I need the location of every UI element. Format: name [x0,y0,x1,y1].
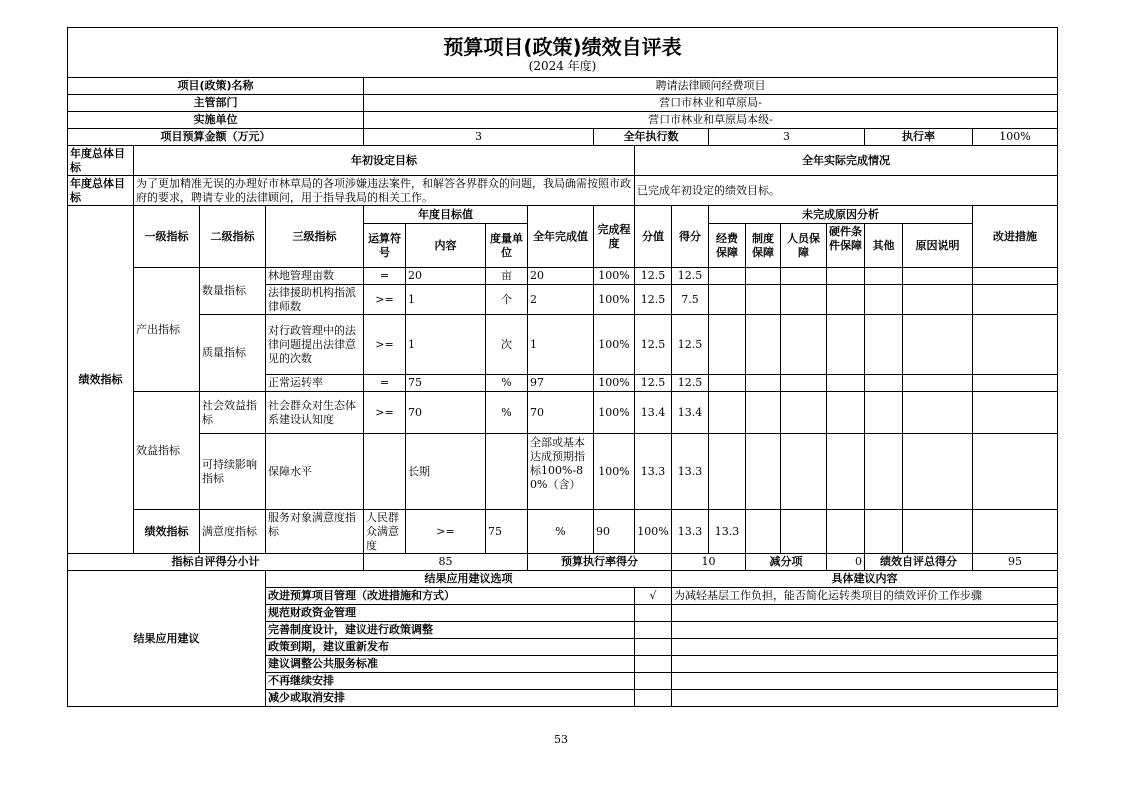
exec-label: 全年执行数 [594,129,709,146]
row3-empty [827,315,865,375]
dept-label: 主管部门 [68,95,364,112]
fiscal-year: (2024 年度) [528,58,597,73]
row5-pct: 100% [594,392,635,434]
row4-sv: 12.5 [635,375,672,392]
row1-empty [903,268,973,285]
result-detail-1: 为减轻基层工作负担，能否简化运转类项目的绩效评价工作步骤 [672,588,1058,605]
row2-empty [709,285,746,315]
row6-done-text: 全部或基本达成预期指标100%-80%（含） [530,435,585,491]
row4-pct: 100% [594,375,635,392]
result-detail-6 [672,673,1058,690]
row2-empty [865,285,903,315]
row2-empty [973,285,1058,315]
row4-empty [781,375,827,392]
row4-empty [903,375,973,392]
result-check-1: √ [635,588,672,605]
result-option-7: 减少或取消安排 [266,690,635,707]
unit-label: 实施单位 [68,112,364,129]
perf-indicator-label: 绩效指标 [68,206,134,554]
row4-sc: 12.5 [672,375,709,392]
result-detail-7 [672,690,1058,707]
row1-empty [709,268,746,285]
row2-pct: 100% [594,285,635,315]
exec-score-value: 10 [672,554,746,571]
row4-empty [746,375,781,392]
header-funding: 经费保障 [709,224,746,268]
row1-op: = [364,268,406,285]
result-check-2 [635,605,672,622]
project-name-label: 项目(政策)名称 [68,78,364,95]
title-cell [68,28,1058,78]
row2-done: 2 [528,285,594,315]
row5-empty [709,392,746,434]
row6-empty [827,434,865,510]
quantity-indicator-label: 数量指标 [200,268,266,315]
row7-empty [973,510,1058,554]
row5-l3: 社会群众对生态体系建设认知度 [266,392,364,434]
row7-sc: 13.3 [709,510,746,554]
header-annual-target: 年度目标值 [364,206,528,224]
row5-empty [827,392,865,434]
budget-label: 项目预算金额（万元） [68,129,364,146]
row1-sc: 12.5 [672,268,709,285]
row5-op: >= [364,392,406,434]
subtotal-label: 指标自评得分小计 [68,554,364,571]
row2-unit: 个 [486,285,528,315]
output-indicator-label: 产出指标 [134,268,200,392]
goal-row-label [68,146,134,176]
header-score-value: 分值 [635,206,672,268]
row7-empty [865,510,903,554]
actual-result-text: 已完成年初设定的绩效目标。 [635,176,1058,206]
service-indicator-label [266,510,364,554]
page-number: 53 [554,733,568,746]
initial-goal-text-body: 为了更加精准无误的办理好市林草局的各项涉嫌违法案件，和解答各界群众的问题，我局确需按照市政府的要求，聘请专业的法律顾问，用于指导我局的相关工作。 [136,176,631,204]
subtotal-value: 85 [364,554,528,571]
results-detail-header: 具体建议内容 [672,571,1058,588]
row7-pct: 100% [635,510,672,554]
initial-goal-header: 年初设定目标 [134,146,635,176]
header-hardware [827,224,865,268]
row1-done: 20 [528,268,594,285]
row7-empty [746,510,781,554]
row3-l3: 对行政管理中的法律问题提出法律意见的次数 [266,315,364,375]
row3-pct: 100% [594,315,635,375]
header-operator: 运算符号 [364,224,406,268]
header-content: 内容 [406,224,486,268]
row6-empty [746,434,781,510]
row5-empty [973,392,1058,434]
result-detail-2 [672,605,1058,622]
result-check-4 [635,639,672,656]
header-completed: 全年完成值 [528,206,594,268]
result-check-6 [635,673,672,690]
row7-empty [827,510,865,554]
perf-indicator-label-2: 绩效指标 [134,510,200,554]
quality-indicator-label: 质量指标 [200,315,266,392]
row1-sv: 12.5 [635,268,672,285]
row2-sv: 12.5 [635,285,672,315]
result-option-5: 建议调整公共服务标准 [266,656,635,673]
row6-op [364,434,406,510]
initial-goal-text [134,176,635,206]
header-score: 得分 [672,206,709,268]
result-detail-5 [672,656,1058,673]
row7-content: 75 [486,510,528,554]
row1-l3: 林地管理亩数 [266,268,364,285]
row5-empty [865,392,903,434]
result-option-2: 规范财政资金管理 [266,605,635,622]
header-completion: 完成程度 [594,206,635,268]
budget-value: 3 [364,129,594,146]
row4-empty [865,375,903,392]
row1-empty [973,268,1058,285]
row1-pct: 100% [594,268,635,285]
row6-l3: 保障水平 [266,434,364,510]
row6-empty [709,434,746,510]
row2-content: 1 [406,285,486,315]
total-label: 绩效自评总得分 [865,554,973,571]
row2-empty [827,285,865,315]
row6-pct: 100% [594,434,635,510]
header-improve: 改进措施 [973,206,1058,268]
row6-done [528,434,594,510]
result-option-3: 完善制度设计，建议进行政策调整 [266,622,635,639]
row3-unit: 次 [486,315,528,375]
row4-empty [709,375,746,392]
row6-empty [865,434,903,510]
results-options-header: 结果应用建议选项 [266,571,672,588]
page-title: 预算项目(政策)绩效自评表 [443,34,682,59]
row4-done: 97 [528,375,594,392]
row5-sv: 13.4 [635,392,672,434]
row7-unit: % [528,510,594,554]
row2-op: >= [364,285,406,315]
row6-sc: 13.3 [672,434,709,510]
row4-l3: 正常运转率 [266,375,364,392]
row6-empty [973,434,1058,510]
row5-done: 70 [528,392,594,434]
row1-empty [827,268,865,285]
row3-empty [746,315,781,375]
deduct-label: 减分项 [746,554,827,571]
row3-empty [709,315,746,375]
row7-l3: 人民群众满意度 [364,510,406,554]
row4-op: = [364,375,406,392]
row3-sv: 12.5 [635,315,672,375]
result-option-6: 不再继续安排 [266,673,635,690]
benefit-indicator-label: 效益指标 [134,392,200,510]
row3-empty [973,315,1058,375]
row7-empty [781,510,827,554]
exec-value: 3 [709,129,865,146]
header-personnel: 人员保障 [781,224,827,268]
row3-empty [781,315,827,375]
result-detail-3 [672,622,1058,639]
row2-sc: 7.5 [672,285,709,315]
row1-unit: 亩 [486,268,528,285]
row5-sc: 13.4 [672,392,709,434]
row6-unit [486,434,528,510]
results-label: 结果应用建议 [68,571,266,707]
header-unfinished: 未完成原因分析 [709,206,973,224]
goal-content-label-text: 年度总体目标 [70,176,125,204]
row3-content: 1 [406,315,486,375]
rate-value: 100% [973,129,1058,146]
header-level2: 二级指标 [200,206,266,268]
dept-value: 营口市林业和草原局- [364,95,1058,112]
row2-empty [903,285,973,315]
rate-label: 执行率 [865,129,973,146]
row4-content: 75 [406,375,486,392]
row6-empty [903,434,973,510]
deduct-value: 0 [827,554,865,571]
row6-content: 长期 [406,434,486,510]
row5-content: 70 [406,392,486,434]
service-indicator-text: 服务对象满意度指标 [268,510,356,538]
row4-empty [827,375,865,392]
row3-empty [865,315,903,375]
result-check-5 [635,656,672,673]
row4-unit: % [486,375,528,392]
row7-sv: 13.3 [672,510,709,554]
header-system: 制度保障 [746,224,781,268]
evaluation-sheet [67,27,1057,707]
result-option-4: 政策到期，建议重新发布 [266,639,635,656]
sustain-indicator-label: 可持续影响指标 [200,434,266,510]
header-level3: 三级指标 [266,206,364,268]
result-option-1: 改进预算项目管理（改进措施和方式） [266,588,635,605]
result-check-7 [635,690,672,707]
row4-empty [973,375,1058,392]
evaluation-table [67,27,1058,707]
row3-done: 1 [528,315,594,375]
row3-sc: 12.5 [672,315,709,375]
row1-empty [746,268,781,285]
row5-empty [903,392,973,434]
header-reason: 原因说明 [903,224,973,268]
row1-empty [865,268,903,285]
row6-sv: 13.3 [635,434,672,510]
row5-unit: % [486,392,528,434]
satisfaction-indicator-label: 满意度指标 [200,510,266,554]
row7-op: >= [406,510,486,554]
header-unit: 度量单位 [486,224,528,268]
project-name-value: 聘请法律顾问经费项目 [364,78,1058,95]
row1-empty [781,268,827,285]
result-detail-4 [672,639,1058,656]
total-value: 95 [973,554,1058,571]
goal-content-label [68,176,134,206]
row1-content: 20 [406,268,486,285]
actual-result-header: 全年实际完成情况 [635,146,1058,176]
header-other: 其他 [865,224,903,268]
row2-l3: 法律援助机构指派律师数 [266,285,364,315]
exec-score-label: 预算执行率得分 [528,554,672,571]
row5-empty [746,392,781,434]
row3-empty [903,315,973,375]
header-hardware-text: 硬件条件保障 [829,224,862,252]
social-indicator-label: 社会效益指标 [200,392,266,434]
result-check-3 [635,622,672,639]
header-level1: 一级指标 [134,206,200,268]
row5-empty [781,392,827,434]
row2-empty [746,285,781,315]
row3-op: >= [364,315,406,375]
row7-done: 90 [594,510,635,554]
row7-empty [903,510,973,554]
unit-value: 营口市林业和草原局本级- [364,112,1058,129]
row2-empty [781,285,827,315]
goal-row-label-text: 年度总体目标 [70,146,125,174]
row6-empty [781,434,827,510]
